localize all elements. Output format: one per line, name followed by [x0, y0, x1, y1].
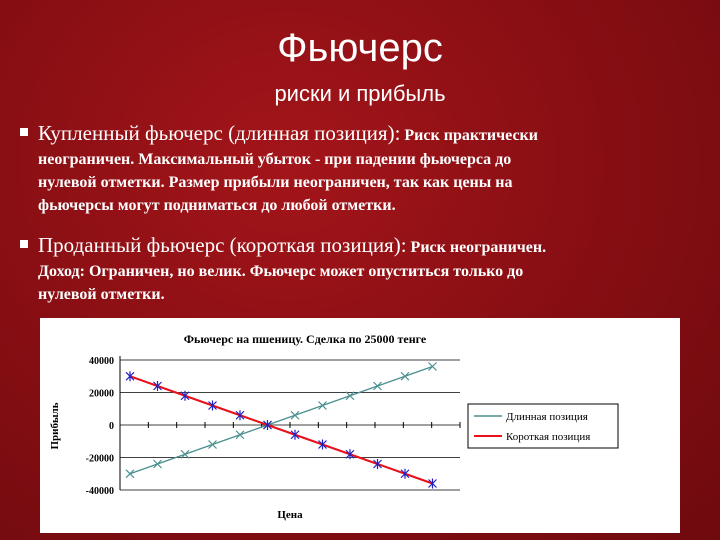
y-axis-label: Прибыль: [49, 402, 61, 450]
paragraph-lead: Проданный фьючерс (короткая позиция):: [38, 233, 407, 257]
paragraph-line: фьючерсы могут подниматься до любой отметки.: [38, 197, 396, 214]
data-point-long: [429, 363, 437, 371]
bullet-icon: [20, 240, 28, 248]
y-tick-label: 0: [109, 421, 114, 432]
x-axis-label: Цена: [277, 509, 303, 521]
data-point-long: [291, 411, 299, 419]
data-point-long: [346, 392, 354, 400]
y-tick-label: -20000: [85, 453, 114, 465]
profit-chart: [40, 318, 680, 533]
paragraph-line: нулевой отметки.: [38, 286, 165, 303]
chart-panel: [40, 318, 680, 533]
legend-label-short: Короткая позиция: [506, 431, 591, 443]
paragraph-long-position: [38, 118, 698, 217]
paragraph-short-position: [38, 230, 698, 306]
data-point-long: [209, 441, 217, 449]
legend-label-long: Длинная позиция: [506, 411, 588, 423]
paragraph-lead: Купленный фьючерс (длинная позиция):: [38, 121, 401, 145]
paragraph-line: Доход: Ограничен, но велик. Фьючерс может опуститься только до: [38, 263, 524, 280]
y-tick-label: 20000: [89, 388, 114, 400]
bullet-icon: [20, 128, 28, 136]
paragraph-lead-tail: Риск неограничен.: [410, 239, 547, 256]
paragraph-line: неограничен. Максимальный убыток - при падении фьючерса до: [38, 151, 512, 168]
chart-legend: [468, 404, 618, 448]
data-point-long: [154, 460, 162, 468]
data-point-long: [401, 372, 409, 380]
data-point-long: [374, 382, 382, 390]
y-tick-label: 40000: [89, 356, 114, 367]
data-point-long: [319, 402, 327, 410]
paragraph-lead-tail: Риск практически: [404, 127, 538, 144]
slide-subtitle: риски и прибыль: [274, 81, 446, 106]
data-point-long: [236, 431, 244, 439]
chart-title: Фьючерс на пшеницу. Сделка по 25000 тенге: [183, 332, 427, 346]
paragraph-line: нулевой отметки. Размер прибыли неограничен, так как цены на: [38, 174, 513, 191]
y-tick-label: -40000: [85, 486, 114, 497]
data-point-long: [126, 470, 134, 478]
data-point-long: [181, 450, 189, 458]
slide-title: Фьючерс: [277, 26, 443, 70]
